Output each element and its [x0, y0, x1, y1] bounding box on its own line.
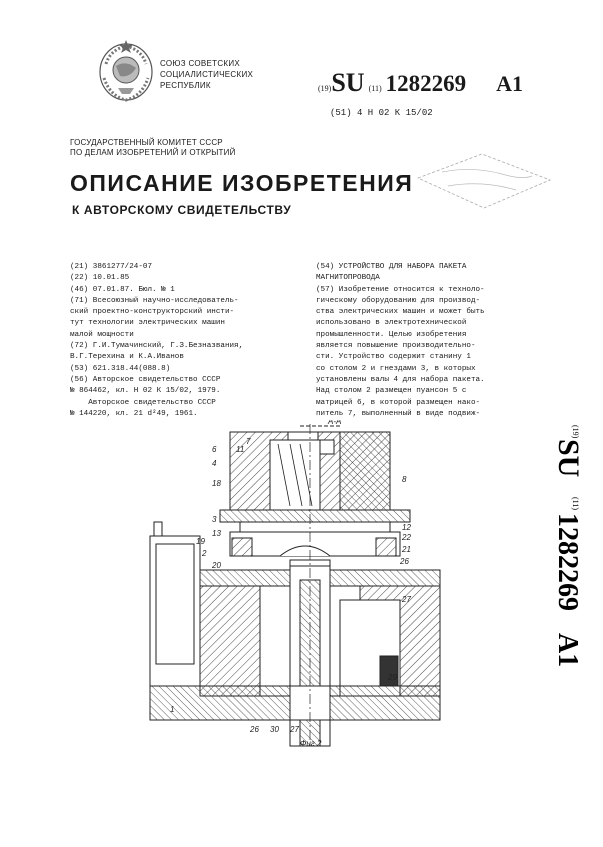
state-line: СОЦИАЛИСТИЧЕСКИХ	[160, 70, 254, 79]
callout-label: 29	[388, 673, 397, 682]
abstract-line: является повышение производительно-	[316, 342, 476, 351]
abstract-line: питель 7, выполненный в виде подвиж-	[316, 409, 481, 418]
callout-label: 27	[290, 725, 299, 734]
document-subtitle: К АВТОРСКОМУ СВИДЕТЕЛЬСТВУ	[72, 203, 292, 217]
callout-label: 11	[236, 445, 245, 454]
biblio-line: (22) 10.01.85	[70, 274, 130, 283]
country-code: SU	[331, 68, 365, 97]
abstract-line: использовано в электротехнической	[316, 319, 467, 328]
document-title: ОПИСАНИЕ ИЗОБРЕТЕНИЯ	[70, 170, 414, 196]
abstract-line: Над столом 2 размещен пуансон 5 с	[316, 387, 467, 396]
biblio-line: В.Г.Терехина и К.А.Иванов	[70, 353, 184, 362]
callout-label: 26	[250, 725, 259, 734]
callout-label: 3	[212, 515, 217, 524]
ink-stamp-mark	[412, 150, 562, 212]
patent-number: 1282269	[385, 71, 467, 96]
biblio-line: малой мощности	[70, 330, 134, 339]
callout-label: 6	[212, 445, 217, 454]
side-code-19: (19)	[571, 425, 580, 439]
committee-line: ПО ДЕЛАМ ИЗОБРЕТЕНИЙ И ОТКРЫТИЙ	[70, 148, 236, 157]
biblio-line: (21) 3861277/24-07	[70, 263, 153, 271]
state-name	[160, 58, 253, 91]
callout-label: 19	[196, 537, 205, 546]
callout-label: 12	[402, 523, 411, 532]
abstract-line: (57) Изобретение относится к техноло-	[316, 285, 485, 294]
callout-label: 20	[212, 561, 221, 570]
abstract-line: МАГНИТОПРОВОДА	[316, 274, 380, 283]
biblio-line: (53) 621.318.44(088.8)	[70, 364, 171, 373]
abstract-line: установлены валы 4 для набора пакета.	[316, 375, 485, 384]
abstract-line: сти. Устройство содержит станину 1	[316, 353, 471, 362]
drawing-caption: Фиг 2	[300, 739, 322, 748]
abstract-line: матрицей 6, в которой размещен нако-	[316, 398, 481, 407]
code-11: (11)	[368, 84, 382, 93]
bibliographic-data	[70, 262, 290, 420]
biblio-line: (71) Всесоюзный научно-исследователь-	[70, 296, 239, 305]
committee-name	[70, 138, 236, 158]
abstract-line: ства электрических машин и может быть	[316, 308, 485, 317]
state-line: РЕСПУБЛИК	[160, 81, 211, 90]
callout-label: 22	[402, 533, 411, 542]
technical-drawing	[140, 420, 560, 750]
callout-label: 2	[202, 549, 207, 558]
biblio-line: Авторское свидетельство СССР	[70, 398, 216, 407]
side-country: SU	[552, 439, 585, 478]
biblio-line: тут технологии электрических машин	[70, 319, 225, 328]
side-kind: A1	[552, 633, 583, 668]
callout-label: 4	[212, 459, 217, 468]
kind-code: A1	[496, 71, 523, 96]
callout-label: 18	[212, 479, 221, 488]
biblio-line: (56) Авторское свидетельство СССР	[70, 375, 221, 384]
side-code-11: (11)	[571, 497, 580, 511]
biblio-line: (46) 07.01.87. Бюл. № 1	[70, 285, 175, 294]
biblio-line: ский проектно-конструкторский инсти-	[70, 308, 235, 317]
state-line: СОЮЗ СОВЕТСКИХ	[160, 59, 241, 68]
committee-line: ГОСУДАРСТВЕННЫЙ КОМИТЕТ СССР	[70, 138, 223, 147]
code-19: (19)	[318, 84, 332, 93]
callout-label: 26	[400, 557, 409, 566]
biblio-line: (72) Г.И.Тумачинский, Г.З.Безназвания,	[70, 342, 244, 351]
callout-label: 30	[270, 725, 279, 734]
ipc-classification: (51) 4 Н 02 К 15/02	[330, 108, 433, 118]
abstract-line: промышленности. Целью изобретения	[316, 330, 467, 339]
side-number: 1282269	[552, 513, 583, 611]
abstract-line: гическому оборудованию для производ-	[316, 296, 481, 305]
publication-number	[318, 68, 523, 98]
biblio-line: № 864462, кл. Н 02 К 15/02, 1979.	[70, 387, 221, 396]
abstract-line: со столом 2 и гнездами 3, в которых	[316, 364, 476, 373]
ussr-emblem-icon	[96, 38, 156, 104]
callout-label: 13	[212, 529, 221, 538]
abstract-line: (54) УСТРОЙСТВО ДЛЯ НАБОРА ПАКЕТА	[316, 263, 467, 271]
biblio-line: № 144220, кл. 21 d²49, 1961.	[70, 409, 198, 418]
section-label: А-А	[328, 420, 342, 426]
callout-label: 8	[402, 475, 407, 484]
callout-label: 27	[402, 595, 411, 604]
callout-label: 21	[402, 545, 411, 554]
abstract	[316, 262, 546, 420]
callout-label: 1	[170, 705, 175, 714]
callout-label: 7	[246, 437, 251, 446]
